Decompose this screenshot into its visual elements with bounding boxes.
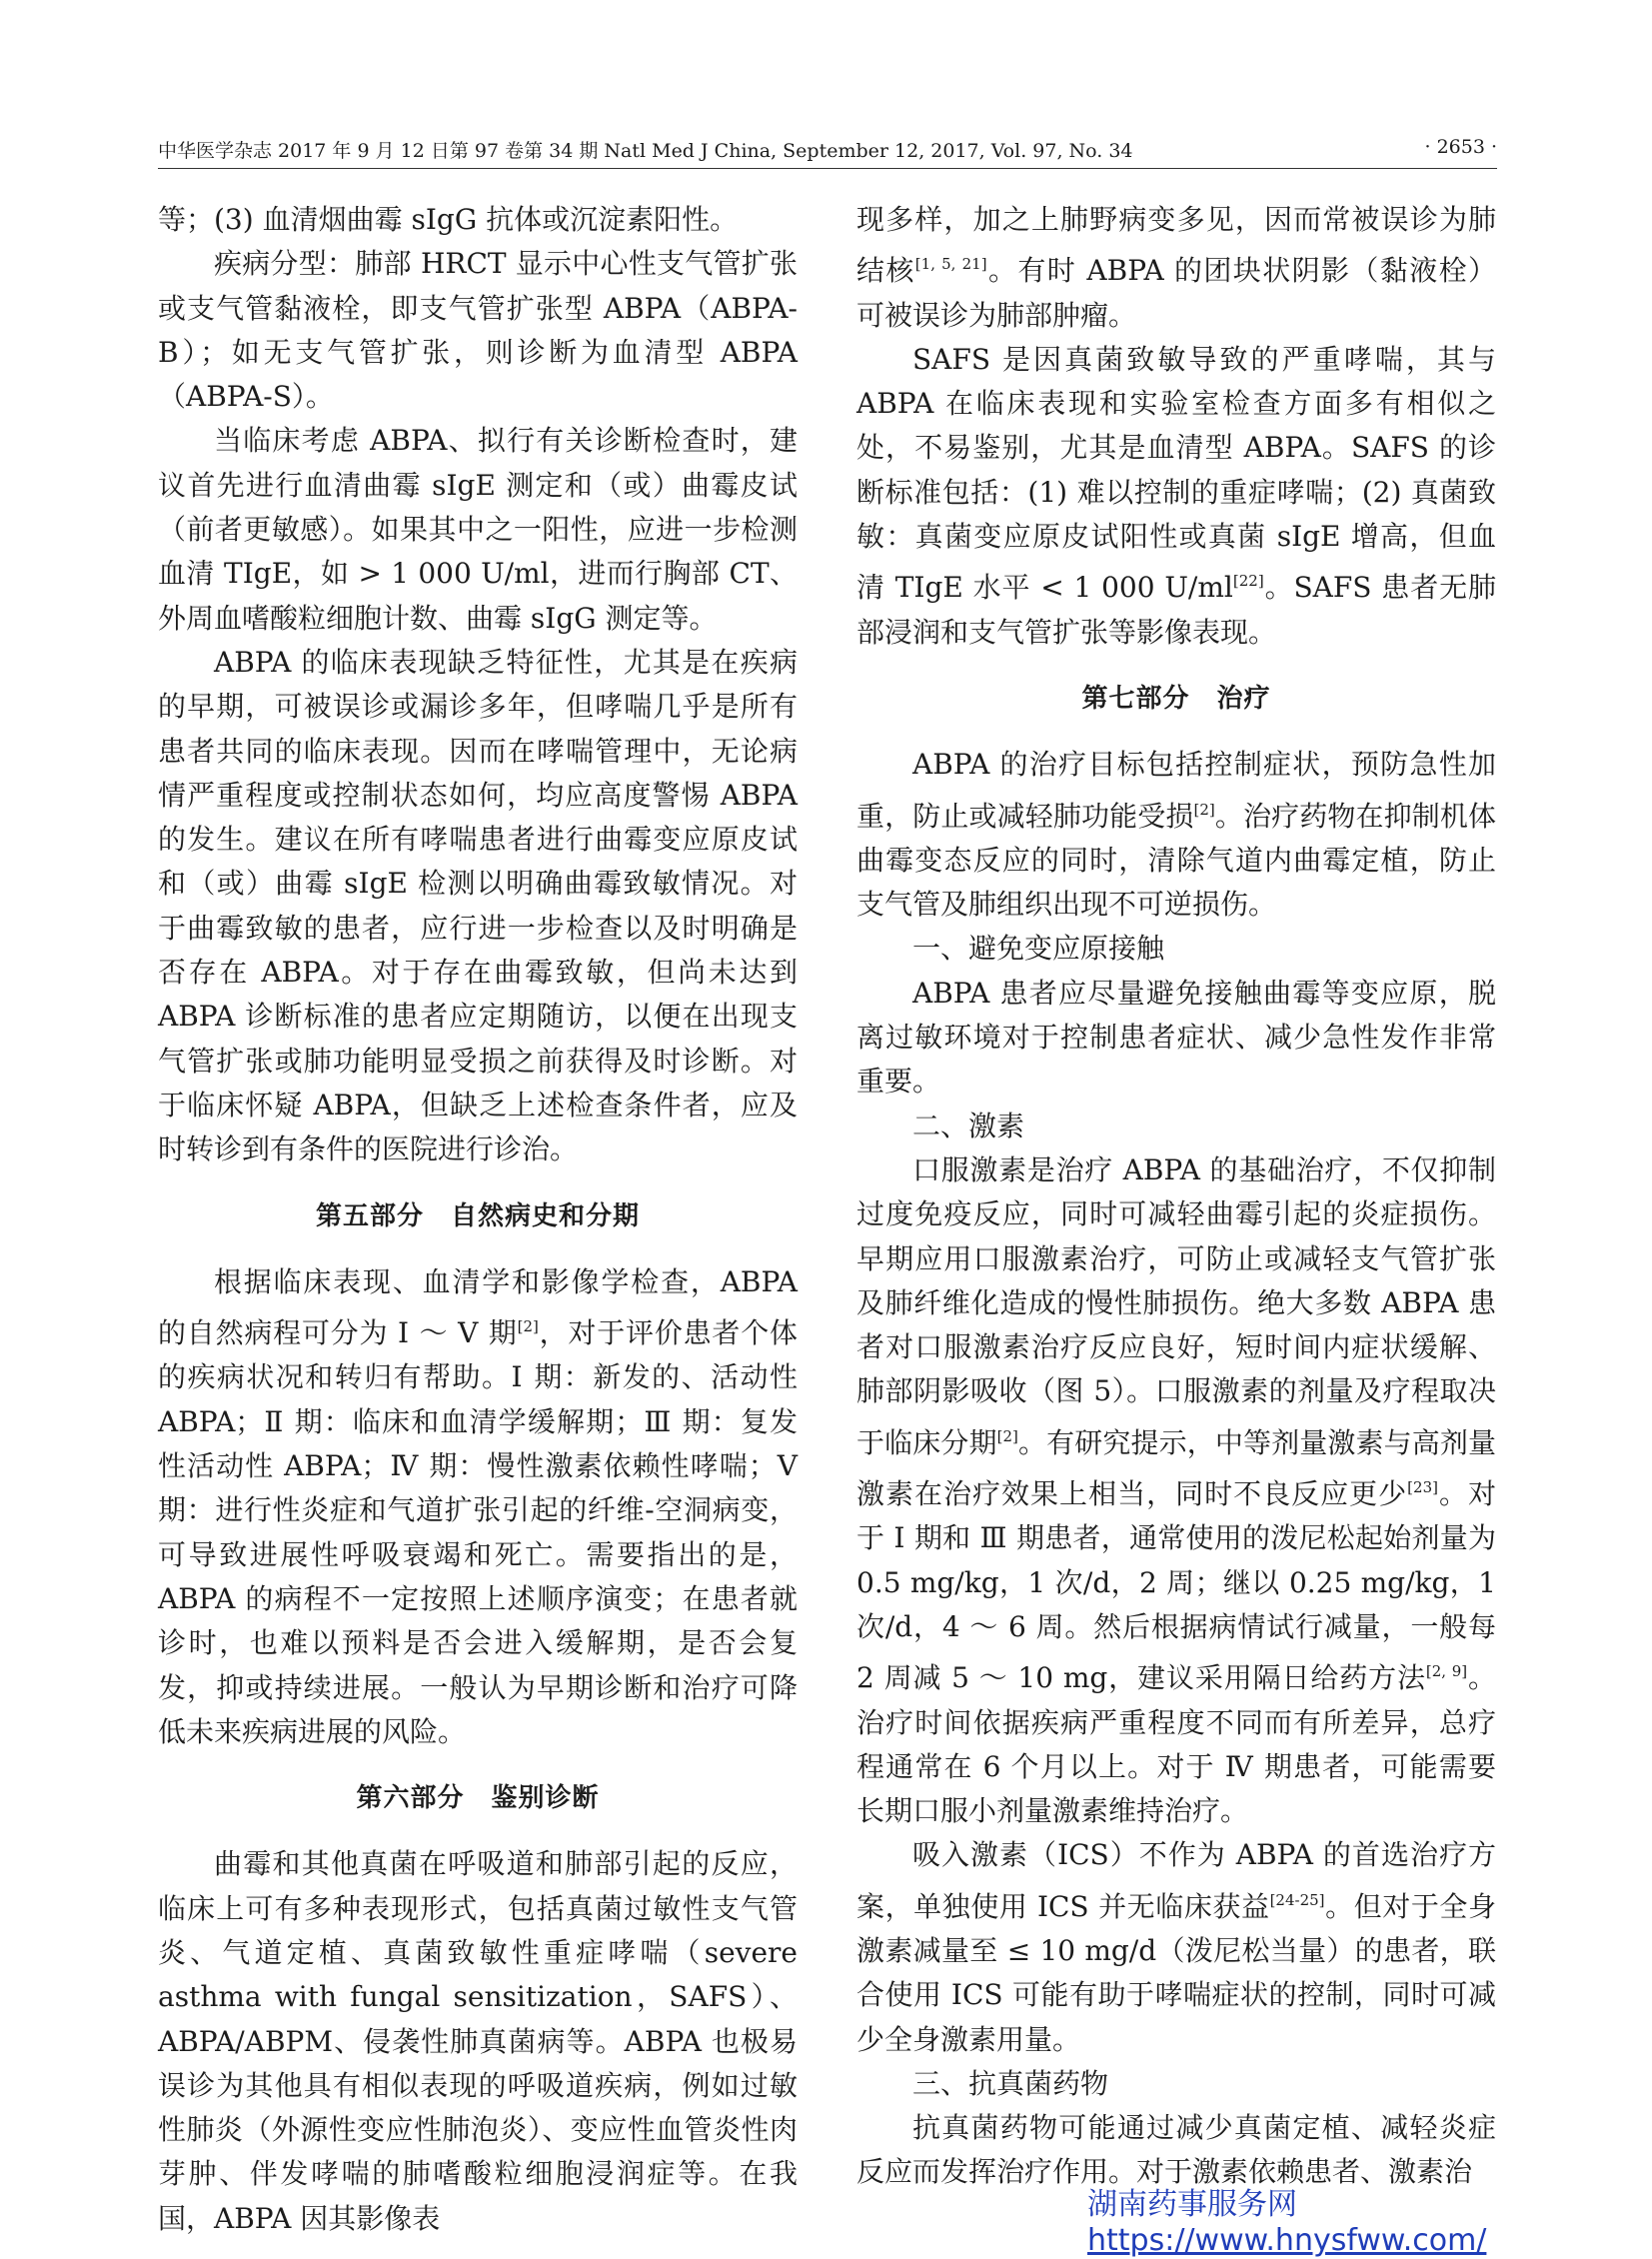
text-run: 。治疗时间依据疾病严重程度不同而有所差异，总疗程通常在 6 个月以上。对于 Ⅳ 期患者，可能需要长期口服小剂量激素维持治疗。 (856, 1661, 1496, 1828)
citation[interactable]: [2, 9] (1425, 1662, 1468, 1681)
paragraph: 抗真菌药物可能通过减少真菌定植、减轻炎症反应而发挥治疗作用。对于激素依赖患者、激素治 (856, 2111, 1496, 2189)
section-heading: 第六部分 鉴别诊断 (356, 1783, 600, 1814)
running-header (158, 132, 1497, 169)
paragraph (856, 1833, 1496, 2061)
text-run: ，对于评价患者个体的疾病状况和转归有帮助。Ⅰ 期：新发的、活动性 ABPA；Ⅱ 期：临床和血清学缓解期；Ⅲ 期：复发性活动性 ABPA；Ⅳ 期：慢性激素依赖性哮喘；Ⅴ 期：进行性炎症和气道扩张引起的纤维-空洞病变，可导致进展性呼吸衰竭和死亡。需要指出的是，ABPA 的病程不一定按照上述顺序演变；在患者就诊时，也难以预料是否会进入缓解期，是否会复发，抑或持续进展。一般认为早期诊断和治疗可降低未来疾病进展的风险。 (158, 1316, 798, 1748)
text-run: 。治疗药物在抑制机体曲霉变态反应的同时，清除气道内曲霉定植，防止支气管及肺组织出现不可逆损伤。 (856, 799, 1496, 922)
text-run: 根据临床表现、血清学和影像学检查，ABPA 的自然病程可分为 Ⅰ ～ Ⅴ 期 (158, 1264, 798, 1350)
text-run: 现多样，加之上肺野病变多见，因而常被误诊为肺结核 (856, 203, 1496, 288)
paragraph (856, 198, 1496, 338)
section-heading: 第七部分 治疗 (1081, 683, 1271, 714)
paragraph (856, 1148, 1496, 1833)
watermark-name: 湖南药事服务网 (1087, 2187, 1297, 2222)
citation[interactable]: [2] (996, 1426, 1018, 1445)
section-heading: 第五部分 自然病史和分期 (315, 1200, 640, 1231)
journal-citation: 中华医学杂志 2017 年 9 月 12 日第 97 卷第 34 期 Natl Med J China, September 12, 2017, Vol. 97, No. 34 (158, 140, 1133, 162)
paragraph: 等；(3) 血清烟曲霉 sIgG 抗体或沉淀素阳性。 (158, 203, 739, 236)
paragraph (856, 743, 1496, 927)
paragraph: 曲霉和其他真菌在呼吸道和肺部引起的反应，临床上可有多种表现形式，包括真菌过敏性支气管炎、气道定植、真菌致敏性重症哮喘（severe asthma with fungal sensitization，SAFS）、ABPA/ABPM、侵袭性肺真菌病等。ABPA 也极易误诊为其他具有相似表现的呼吸道疾病，例如过敏性肺炎（外源性变应性肺泡炎）、变应性血管炎性肉芽肿、伴发哮喘的肺嗜酸粒细胞浸润症等。在我国，ABPA 因其影像表 (158, 1847, 798, 2235)
paragraph: 疾病分型：肺部 HRCT 显示中心性支气管扩张或支气管黏液栓，即支气管扩张型 ABPA（ABPA-B）；如无支气管扩张，则诊断为血清型 ABPA（ABPA-S）。 (158, 247, 798, 414)
paragraph: 当临床考虑 ABPA、拟行有关诊断检查时，建议首先进行血清曲霉 sIgE 测定和（或）曲霉皮试（前者更敏感）。如果其中之一阳性，应进一步检测血清 TIgE，如 > 1 000 U/ml，进而行胸部 CT、外周血嗜酸粒细胞计数、曲霉 sIgG 测定等。 (158, 424, 798, 635)
text-run: 。有时 ABPA 的团块状阴影（黏液栓）可被误诊为肺部肿瘤。 (856, 254, 1496, 332)
left-column (158, 198, 798, 2241)
subsection-heading: 二、激素 (912, 1109, 1025, 1142)
citation[interactable]: [1, 5, 21] (914, 255, 987, 274)
site-watermark (1087, 2187, 1587, 2259)
paragraph (856, 338, 1496, 655)
right-column (856, 198, 1496, 2195)
citation[interactable]: [24-25] (1269, 1890, 1325, 1909)
citation[interactable]: [22] (1232, 572, 1264, 591)
paragraph: ABPA 患者应尽量避免接触曲霉等变应原，脱离过敏环境对于控制患者症状、减少急性发作非常重要。 (856, 976, 1496, 1099)
text-run: 吸入激素（ICS）不作为 ABPA 的首选治疗方案，单独使用 ICS 并无临床获益 (856, 1838, 1496, 1923)
text-run: 。但对于全身激素减量至 ≤ 10 mg/d（泼尼松当量）的患者，联合使用 ICS 可能有助于哮喘症状的控制，同时可减少全身激素用量。 (856, 1889, 1496, 2056)
paragraph (158, 1260, 798, 1754)
text-run: 。有研究提示，中等剂量激素与高剂量激素在治疗效果上相当，同时不良反应更少 (856, 1425, 1496, 1511)
citation[interactable]: [23] (1407, 1478, 1438, 1497)
text-run: 。对于 Ⅰ 期和 Ⅲ 期患者，通常使用的泼尼松起始剂量为 0.5 mg/kg，1 次/d，2 周；继以 0.25 mg/kg，1 次/d，4 ～ 6 周。然后根据病情试行减量，一般每 2 周减 5 ～ 10 mg，建议采用隔日给药方法 (856, 1477, 1496, 1695)
citation[interactable]: [2] (517, 1317, 539, 1336)
citation[interactable]: [2] (1193, 800, 1215, 819)
watermark-url-link[interactable]: https://www.hnysfww.com/ (1087, 2223, 1487, 2258)
paragraph: ABPA 的临床表现缺乏特征性，尤其是在疾病的早期，可被误诊或漏诊多年，但哮喘几乎是所有患者共同的临床表现。因而在哮喘管理中，无论病情严重程度或控制状态如何，均应高度警惕 ABPA 的发生。建议在所有哮喘患者进行曲霉变应原皮试和（或）曲霉 sIgE 检测以明确曲霉致敏情况。对于曲霉致敏的患者，应行进一步检查以及时明确是否存在 ABPA。对于存在曲霉致敏，但尚未达到 ABPA 诊断标准的患者应定期随访，以便在出现支气管扩张或肺功能明显受损之前获得及时诊断。对于临床怀疑 ABPA，但缺乏上述检查条件者，应及时转诊到有条件的医院进行诊治。 (158, 645, 798, 1166)
text-run: ABPA 的治疗目标包括控制症状，预防急性加重，防止或减轻肺功能受损 (856, 748, 1496, 833)
text-run: SAFS 是因真菌致敏导致的严重哮喘，其与 ABPA 在临床表现和实验室检查方面多有相似之处，不易鉴别，尤其是血清型 ABPA。SAFS 的诊断标准包括：(1) 难以控制的重症哮喘；(2) 真菌致敏：真菌变应原皮试阳性或真菌 sIgE 增高，但血清 TIgE 水平 < 1 000 U/ml (856, 342, 1496, 605)
subsection-heading: 一、避免变应原接触 (912, 932, 1165, 966)
text-run: 。SAFS 患者无肺部浸润和支气管扩张等影像表现。 (856, 571, 1496, 649)
text-run: 口服激素是治疗 ABPA 的基础治疗，不仅抑制过度免疫反应，同时可减轻曲霉引起的炎症损伤。早期应用口服激素治疗，可防止或减轻支气管扩张及肺纤维化造成的慢性肺损伤。绝大多数 ABPA 患者对口服激素治疗反应良好，短时间内症状缓解、肺部阴影吸收（图 5）。口服激素的剂量及疗程取决于临床分期 (856, 1152, 1496, 1459)
subsection-heading: 三、抗真菌药物 (912, 2066, 1109, 2100)
page-number: · 2653 · (1424, 136, 1497, 158)
